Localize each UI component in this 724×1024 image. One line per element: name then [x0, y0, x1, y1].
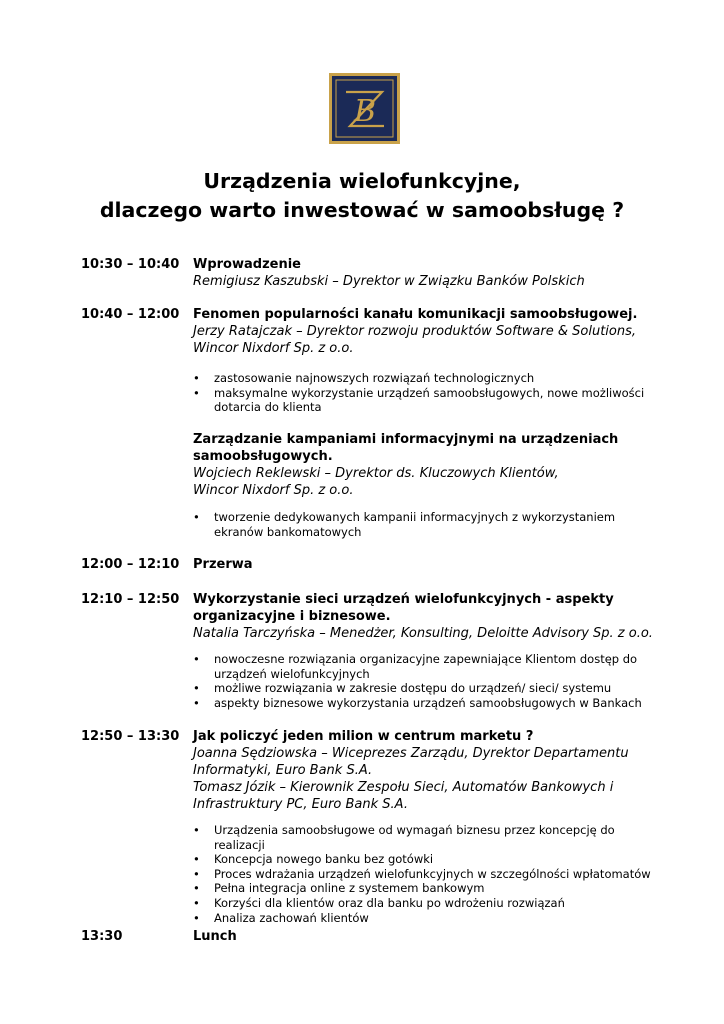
- bullet-list: [193, 510, 663, 539]
- list-item: • zastosowanie najnowszych rozwiązań technologicznych: [193, 371, 663, 386]
- speaker: Natalia Tarczyńska – Menedżer, Konsulting, Deloitte Advisory Sp. z o.o.: [193, 626, 653, 641]
- session-title: Lunch: [193, 929, 237, 944]
- session-details: [193, 256, 663, 290]
- list-item: • aspekty biznesowe wykorzystania urządzeń samoobsługowych w Bankach: [193, 696, 663, 711]
- bullet-list: [193, 823, 663, 925]
- session-time: 10:30 – 10:40: [81, 257, 180, 272]
- speaker: Joanna Sędziowska – Wiceprezes Zarządu, Dyrektor Departamentu Informatyki, Euro Bank S.A.: [193, 746, 629, 778]
- speaker: Wincor Nixdorf Sp. z o.o.: [193, 341, 354, 356]
- session-details: [193, 728, 663, 813]
- speaker: Wincor Nixdorf Sp. z o.o.: [193, 483, 354, 498]
- session-title: Fenomen popularności kanału komunikacji samoobsługowej.: [193, 307, 638, 322]
- list-item: • Koncepcja nowego banku bez gotówki: [193, 852, 663, 867]
- list-item: • możliwe rozwiązania w zakresie dostępu do urządzeń/ sieci/ systemu: [193, 681, 663, 696]
- logo-letter: B: [353, 94, 377, 129]
- list-item: • Urządzenia samoobsługowe od wymagań biznesu przez koncepcję do realizacji: [193, 823, 663, 852]
- list-item: • nowoczesne rozwiązania organizacyjne zapewniające Klientom dostęp do urządzeń wielofunkcyjnych: [193, 652, 663, 681]
- session-details: [193, 306, 663, 357]
- session-details: [193, 928, 663, 945]
- session-time: 13:30: [81, 929, 123, 944]
- session-title: Jak policzyć jeden milion w centrum marketu ?: [193, 729, 534, 744]
- list-item: • Pełna integracja online z systemem bankowym: [193, 881, 663, 896]
- session-time: 12:00 – 12:10: [81, 557, 180, 572]
- page-title-line-1: Urządzenia wielofunkcyjne,: [203, 169, 521, 193]
- session-details: [193, 591, 663, 642]
- speaker: Jerzy Ratajczak – Dyrektor rozwoju produktów Software & Solutions,: [193, 324, 636, 339]
- speaker: Wojciech Reklewski – Dyrektor ds. Kluczowych Klientów,: [193, 466, 559, 481]
- list-item: • tworzenie dedykowanych kampanii informacyjnych z wykorzystaniem ekranów bankomatowych: [193, 510, 663, 539]
- list-item: • Analiza zachowań klientów: [193, 911, 663, 926]
- list-item: • Proces wdrażania urządzeń wielofunkcyjnych w szczególności wpłatomatów: [193, 867, 663, 882]
- session-title: Przerwa: [193, 557, 253, 572]
- session-time: 12:10 – 12:50: [81, 592, 180, 607]
- speaker: Tomasz Józik – Kierownik Zespołu Sieci, Automatów Bankowych i Infrastruktury PC, Euro Bank S.A.: [193, 780, 614, 812]
- list-item: • maksymalne wykorzystanie urządzeń samoobsługowych, nowe możliwości dotarcia do klienta: [193, 386, 663, 415]
- session-title: Wykorzystanie sieci urządzeń wielofunkcyjnych - aspekty organizacyjne i biznesowe.: [193, 592, 614, 624]
- session-time: 10:40 – 12:00: [81, 307, 180, 322]
- logo-emblem-icon: [332, 76, 397, 141]
- bullet-list: [193, 652, 663, 710]
- session-time: 12:50 – 13:30: [81, 729, 180, 744]
- list-item: • Korzyści dla klientów oraz dla banku po wdrożeniu rozwiązań: [193, 896, 663, 911]
- page-title-line-2: dlaczego warto inwestować w samoobsługę ?: [99, 198, 625, 222]
- sub-session-title: Zarządzanie kampaniami informacyjnymi na urządzeniach samoobsługowych.: [193, 432, 619, 464]
- session-title: Wprowadzenie: [193, 257, 301, 272]
- sub-session-details: [193, 431, 663, 499]
- session-details: [193, 556, 663, 573]
- bank-logo: [329, 73, 400, 144]
- bullet-list: [193, 371, 663, 415]
- speaker: Remigiusz Kaszubski – Dyrektor w Związku Banków Polskich: [193, 274, 585, 289]
